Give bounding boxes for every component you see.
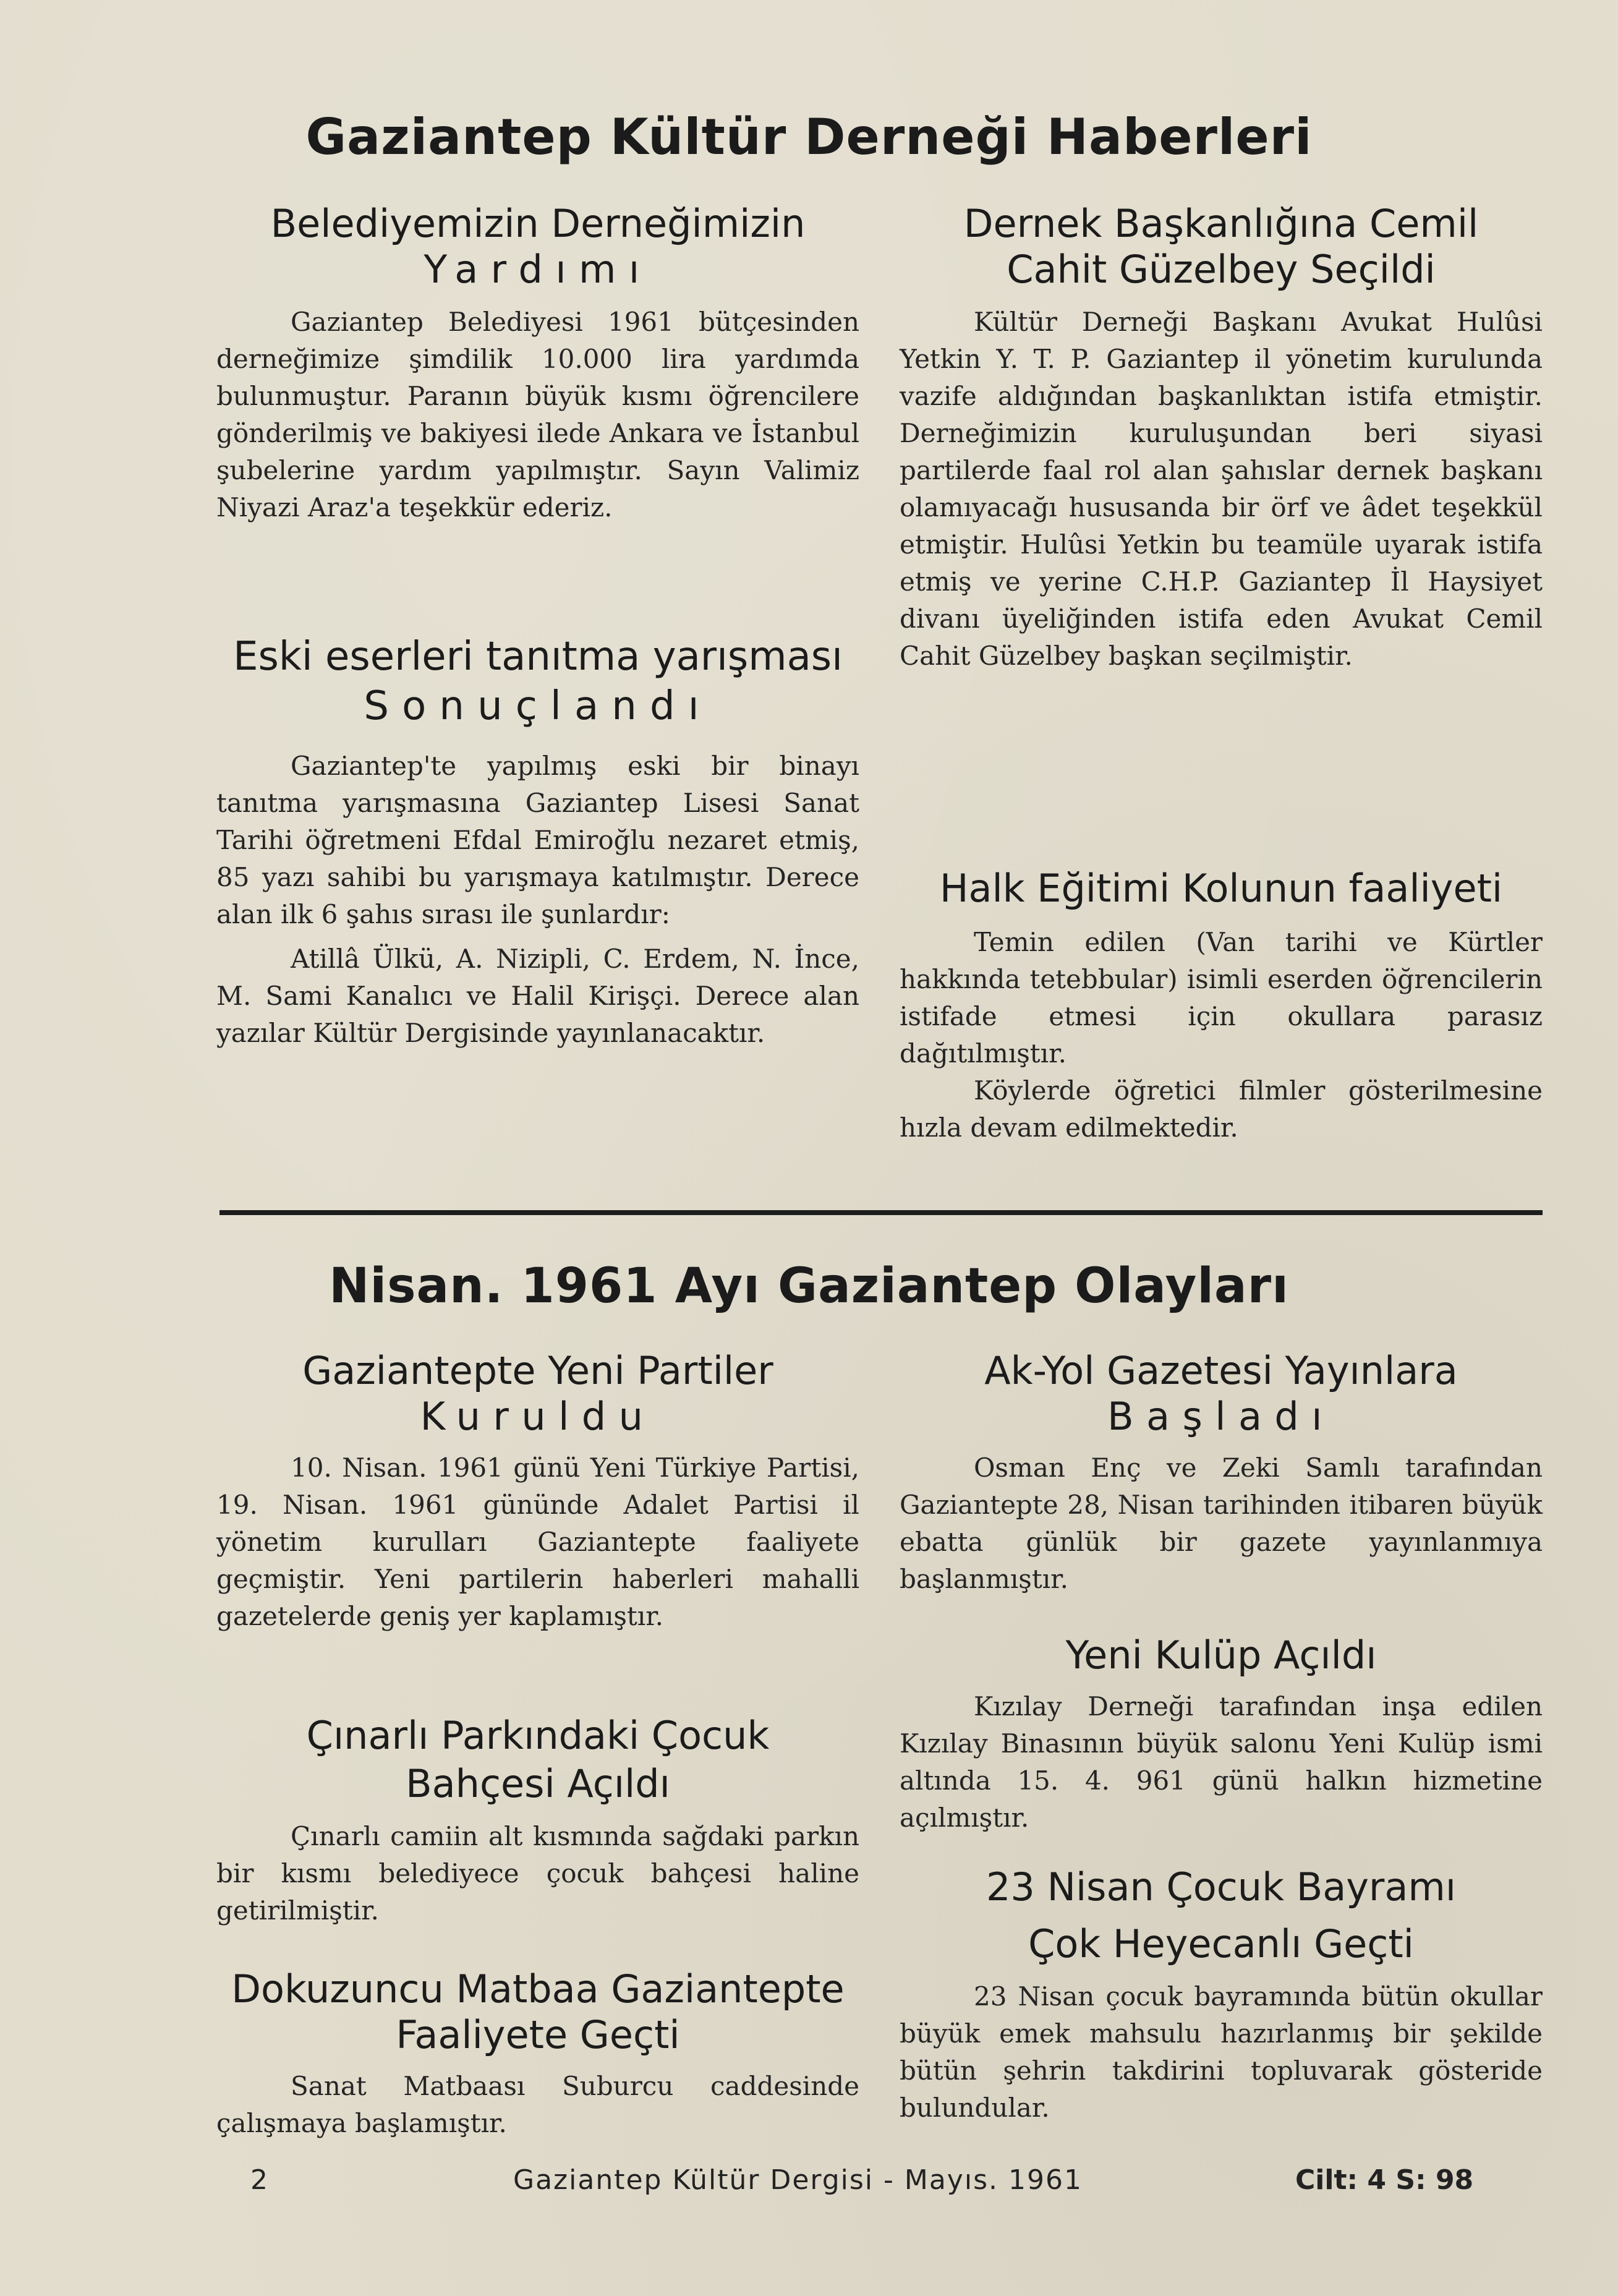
article-paragraph: Çınarlı camiin alt kısmında sağdaki parkın bir kısmı belediyece çocuk bahçesi haline getirilmiştir. [216,1821,859,1926]
article-paragraph: Temin edilen (Van tarihi ve Kürtler hakkında tetebbular) isimli eserden öğrencilerin istifade etmesi için okullara parasız dağıtılmıştır. [900,927,1543,1069]
article-paragraph: Kızılay Derneği tarafından inşa edilen Kızılay Binasının büyük salonu Yeni Kulüp ismi altında 15. 4. 961 günü halkın hizmetine açılmıştır. [900,1691,1543,1833]
article-body [216,2068,859,2142]
article-paragraph: Sanat Matbaası Suburcu caddesinde çalışmaya başlamıştır. [216,2071,859,2138]
article-body [216,748,859,1052]
article-akyol-newspaper [900,1348,1543,1598]
article-title: Bahçesi Açıldı [406,1761,670,1806]
section-masthead: Gaziantep Kültür Derneği Haberleri [305,108,1313,166]
article-title: Halk Eğitimi Kolunun faaliyeti [939,866,1503,911]
article-title: Ak-Yol Gazetesi Yayınlara [984,1348,1458,1393]
page-number: 2 [250,2164,268,2196]
article-municipality-aid [216,201,859,526]
article-paragraph: Köylerde öğretici filmler gösterilmesine hızla devam edilmektedir. [900,1075,1543,1143]
article-body [900,1978,1543,2127]
article-title: Cahit Güzelbey Seçildi [1007,247,1436,292]
article-title: Sonuçlandı [364,683,712,729]
article-paragraph: Osman Enç ve Zeki Samlı tarafından Gaziantepte 28, Nisan tarihinden itibaren büyük ebatta günlük bir gazete yayınlanmıya başlanmıştır. [900,1453,1543,1594]
article-title: Dernek Başkanlığına Cemil [963,201,1479,246]
article-paragraph: Gaziantep Belediyesi 1961 bütçesinden derneğimize şimdilik 10.000 lira yardımda bulunmuştur. Paranın büyük kısmı öğrencilere gönderilmiş ve bakiyesi ilede Ankara ve İstanbul şubelerine yardım yapılmıştır. Sayın Valimiz Niyazi Araz'a teşekkür ederiz. [216,307,859,523]
article-body [216,1818,859,1929]
article-title: Eski eserleri tanıtma yarışması [233,634,843,680]
article-paragraph: Kültür Derneği Başkanı Avukat Hulûsi Yetkin Y. T. P. Gaziantep il yönetim kurulunda vazife aldığından başkanlıktan istifa etmiştir. Derneğimizin kuruluşundan beri siyasi partilerde faal rol alan şahıslar dernek başkanı olamıyacağı hususanda bir örf ve âdet teşekkül etmiştir. Hulûsi Yetkin bu teamüle uyarak istifa etmiş ve yerine C.H.P. Gaziantep İl Haysiyet divanı üyeliğinden istifa eden Avukat Cemil Cahit Güzelbey başkan seçilmiştir. [900,307,1543,671]
article-title: Başladı [1107,1394,1335,1439]
article-body [216,304,859,526]
article-body [900,1688,1543,1837]
article-title: Gaziantepte Yeni Partiler [302,1348,773,1393]
article-body [900,304,1543,675]
article-paragraph: Gaziantep'te yapılmış eski bir binayı tanıtma yarışmasına Gaziantep Lisesi Sanat Tarihi öğretmeni Efdal Emiroğlu nezaret etmiş, 85 yazı sahibi bu yarışmaya katılmıştır. Derece alan ilk 6 şahıs sırası ile şunlardır: [216,751,859,929]
article-title: Yardımı [424,247,652,292]
article-title: Çınarlı Parkındaki Çocuk [306,1713,770,1758]
article-public-education [900,866,1543,1146]
article-title: Çok Heyecanlı Geçti [1028,1921,1414,1966]
article-children-day [900,1864,1543,2127]
page-footer [0,2164,1618,2201]
article-ninth-press [216,1966,859,2142]
article-new-club [900,1632,1543,1837]
article-title: 23 Nisan Çocuk Bayramı [986,1864,1457,1910]
section-divider [219,1210,1543,1215]
article-body [216,1449,859,1635]
article-paragraph: 23 Nisan çocuk bayramında bütün okullar büyük emek mahsulu hazırlanmış bir şekilde bütün şehrin takdirini topluvarak gösteride bulundular. [900,1981,1543,2123]
article-title: Yeni Kulüp Açıldı [1065,1632,1377,1678]
article-body [900,1449,1543,1598]
article-title: Kuruldu [420,1394,656,1439]
article-body [900,924,1543,1146]
article-title: Dokuzuncu Matbaa Gaziantepte [231,1966,845,2012]
section-masthead: Nisan. 1961 Ayı Gaziantep Olayları [329,1258,1289,1314]
article-children-park [216,1713,859,1929]
article-title: Belediyemizin Derneğimizin [270,201,806,246]
article-old-buildings-contest [216,634,859,1052]
article-new-parties [216,1348,859,1635]
article-paragraph: Atillâ Ülkü, A. Nizipli, C. Erdem, N. İnce, M. Sami Kanalıcı ve Halil Kirişçi. Derece alan yazılar Kültür Dergisinde yayınlanacaktır. [216,944,859,1048]
article-association-president [900,201,1543,675]
volume-issue: Cilt: 4 S: 98 [1295,2164,1474,2196]
journal-name: Gaziantep Kültür Dergisi - Mayıs. 1961 [513,2164,1083,2196]
article-paragraph: 10. Nisan. 1961 günü Yeni Türkiye Partisi, 19. Nisan. 1961 gününde Adalet Partisi il yönetim kurulları Gaziantepte faaliyete geçmiştir. Yeni partilerin haberleri mahalli gazetelerde geniş yer kaplamıştır. [216,1453,859,1631]
article-title: Faaliyete Geçti [396,2012,680,2057]
